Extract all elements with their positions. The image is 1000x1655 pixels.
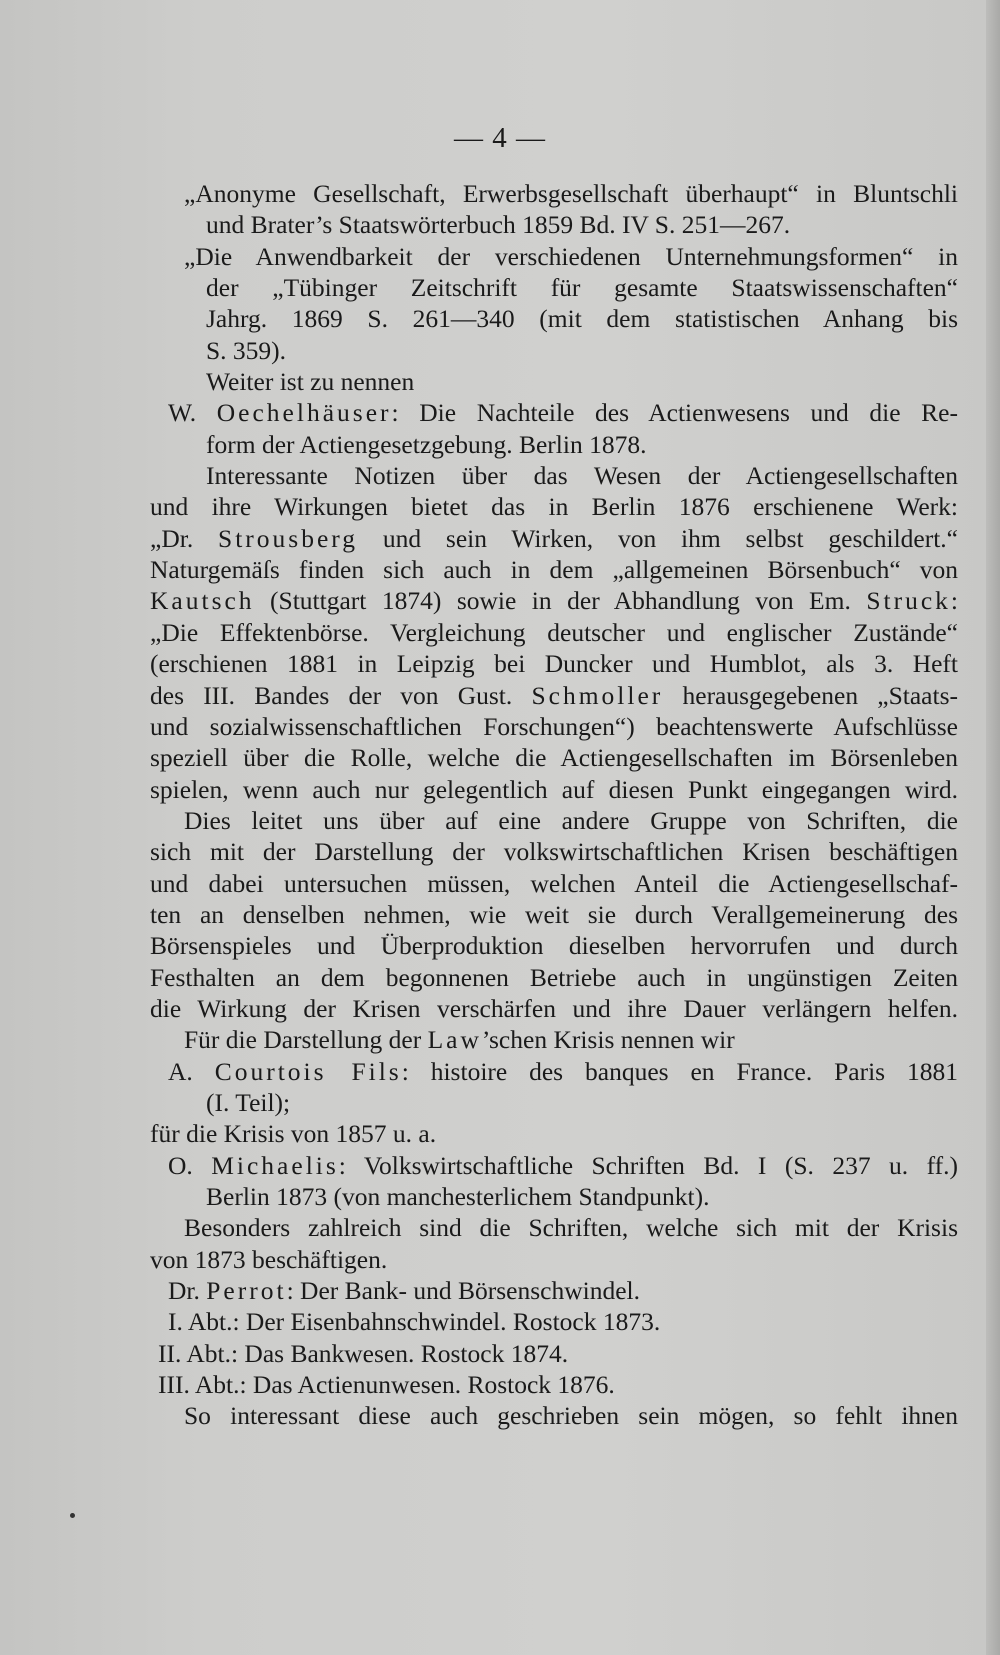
text-line: der „Tübinger Zeitschrift für gesamte Staatswissenschaften“ [206, 273, 958, 303]
text-line: W. Oechelhäuser: Die Nachteile des Actienwesens und die Re- [168, 398, 958, 428]
text-line: „Die Effektenbörse. Vergleichung deutscher und englischer Zustände“ [150, 617, 958, 647]
page-edge-shadow [986, 0, 1000, 1655]
paper-speck [70, 1513, 75, 1518]
author-name: Oechelhäuser [216, 398, 392, 428]
text-line: Berlin 1873 (von manchesterlichem Standpunkt). [206, 1182, 710, 1211]
text-line: von 1873 beschäftigen. [150, 1244, 388, 1274]
text-line: speziell über die Rolle, welche die Actiengesellschaften im Börsenleben [150, 743, 958, 773]
text-line: Besonders zahlreich sind die Schriften, welche sich mit der Krisis [184, 1213, 958, 1243]
text-line: „Die Anwendbarkeit der verschiedenen Unternehmungsformen“ in [184, 241, 958, 271]
text-line: form der Actiengesetzgebung. Berlin 1878. [206, 429, 647, 459]
author-name: Kautsch [150, 586, 255, 616]
text-line: „Dr. Strousberg und sein Wirken, von ihm selbst geschildert.“ [150, 523, 958, 553]
author-name: Michaelis [211, 1150, 339, 1180]
text-line: I. Abt.: Der Eisenbahnschwindel. Rostock 1873. [168, 1307, 661, 1337]
text-line: Naturgemäſs finden sich auch in dem „allgemeinen Börsenbuch“ von [150, 555, 958, 585]
text-line: und dabei untersuchen müssen, welchen Anteil die Actiengesellschaf- [150, 868, 958, 898]
text-line: und ihre Wirkungen bietet das in Berlin 1876 erschienene Werk: [150, 492, 958, 522]
author-name: Strousberg [218, 523, 359, 553]
author-name: Struck [866, 586, 951, 616]
text-line: die Wirkung der Krisen verschärfen und ihre Dauer verlängern helfen. [150, 993, 958, 1023]
text-line: spielen, wenn auch nur gelegentlich auf diesen Punkt eingegangen wird. [150, 774, 958, 804]
text-line: Festhalten an dem begonnenen Betriebe auch in ungünstigen Zeiten [150, 962, 958, 992]
author-name: Perrot [206, 1276, 287, 1306]
text-line: Dr. Perrot: Der Bank- und Börsenschwindel. [168, 1276, 640, 1306]
author-name: Law [427, 1025, 482, 1055]
text-line: für die Krisis von 1857 u. a. [150, 1119, 437, 1149]
page-number: — 4 — [454, 122, 546, 154]
text-line: Weiter ist zu nennen [206, 367, 415, 397]
text-line: Börsenspieles und Überproduktion dieselben hervorrufen und durch [150, 931, 958, 961]
text-line: und sozialwissenschaftlichen Forschungen“) beachtenswerte Aufschlüsse [150, 711, 958, 741]
text-line: II. Abt.: Das Bankwesen. Rostock 1874. [158, 1338, 569, 1368]
text-line: A. Courtois Fils: histoire des banques en France. Paris 1881 [168, 1056, 958, 1086]
text-line: Dies leitet uns über auf eine andere Gruppe von Schriften, die [184, 805, 958, 835]
text-line: (erschienen 1881 in Leipzig bei Duncker und Humblot, als 3. Heft [150, 649, 958, 679]
text-line: und Brater’s Staatswörterbuch 1859 Bd. IV S. 251—267. [206, 210, 791, 240]
text-line: O. Michaelis: Volkswirtschaftliche Schriften Bd. I (S. 237 u. ff.) [168, 1150, 958, 1180]
text-line: des III. Bandes der von Gust. Schmoller herausgegebenen „Staats- [150, 680, 958, 710]
body-text [150, 178, 958, 1432]
text-line: sich mit der Darstellung der volkswirtschaftlichen Krisen beschäftigen [150, 837, 958, 867]
text-line: (I. Teil); [206, 1087, 291, 1117]
author-name: Schmoller [531, 680, 664, 710]
text-line: Jahrg. 1869 S. 261—340 (mit dem statistischen Anhang bis [206, 304, 958, 334]
text-line: So interessant diese auch geschrieben sein mögen, so fehlt ihnen [184, 1401, 958, 1431]
text-line: Kautsch (Stuttgart 1874) sowie in der Abhandlung von Em. Struck: [150, 586, 958, 616]
author-name: Courtois Fils [214, 1056, 402, 1086]
text-line: III. Abt.: Das Actienunwesen. Rostock 1876. [158, 1370, 615, 1400]
text-line: ten an denselben nehmen, wie weit sie durch Verallgemeinerung des [150, 899, 958, 929]
text-line: „Anonyme Gesellschaft, Erwerbsgesellschaft überhaupt“ in Bluntschli [184, 179, 958, 208]
text-line: Für die Darstellung der Law’schen Krisis nennen wir [184, 1025, 735, 1055]
text-line: S. 359). [206, 335, 287, 365]
text-line: Interessante Notizen über das Wesen der Actiengesellschaften [206, 461, 958, 491]
